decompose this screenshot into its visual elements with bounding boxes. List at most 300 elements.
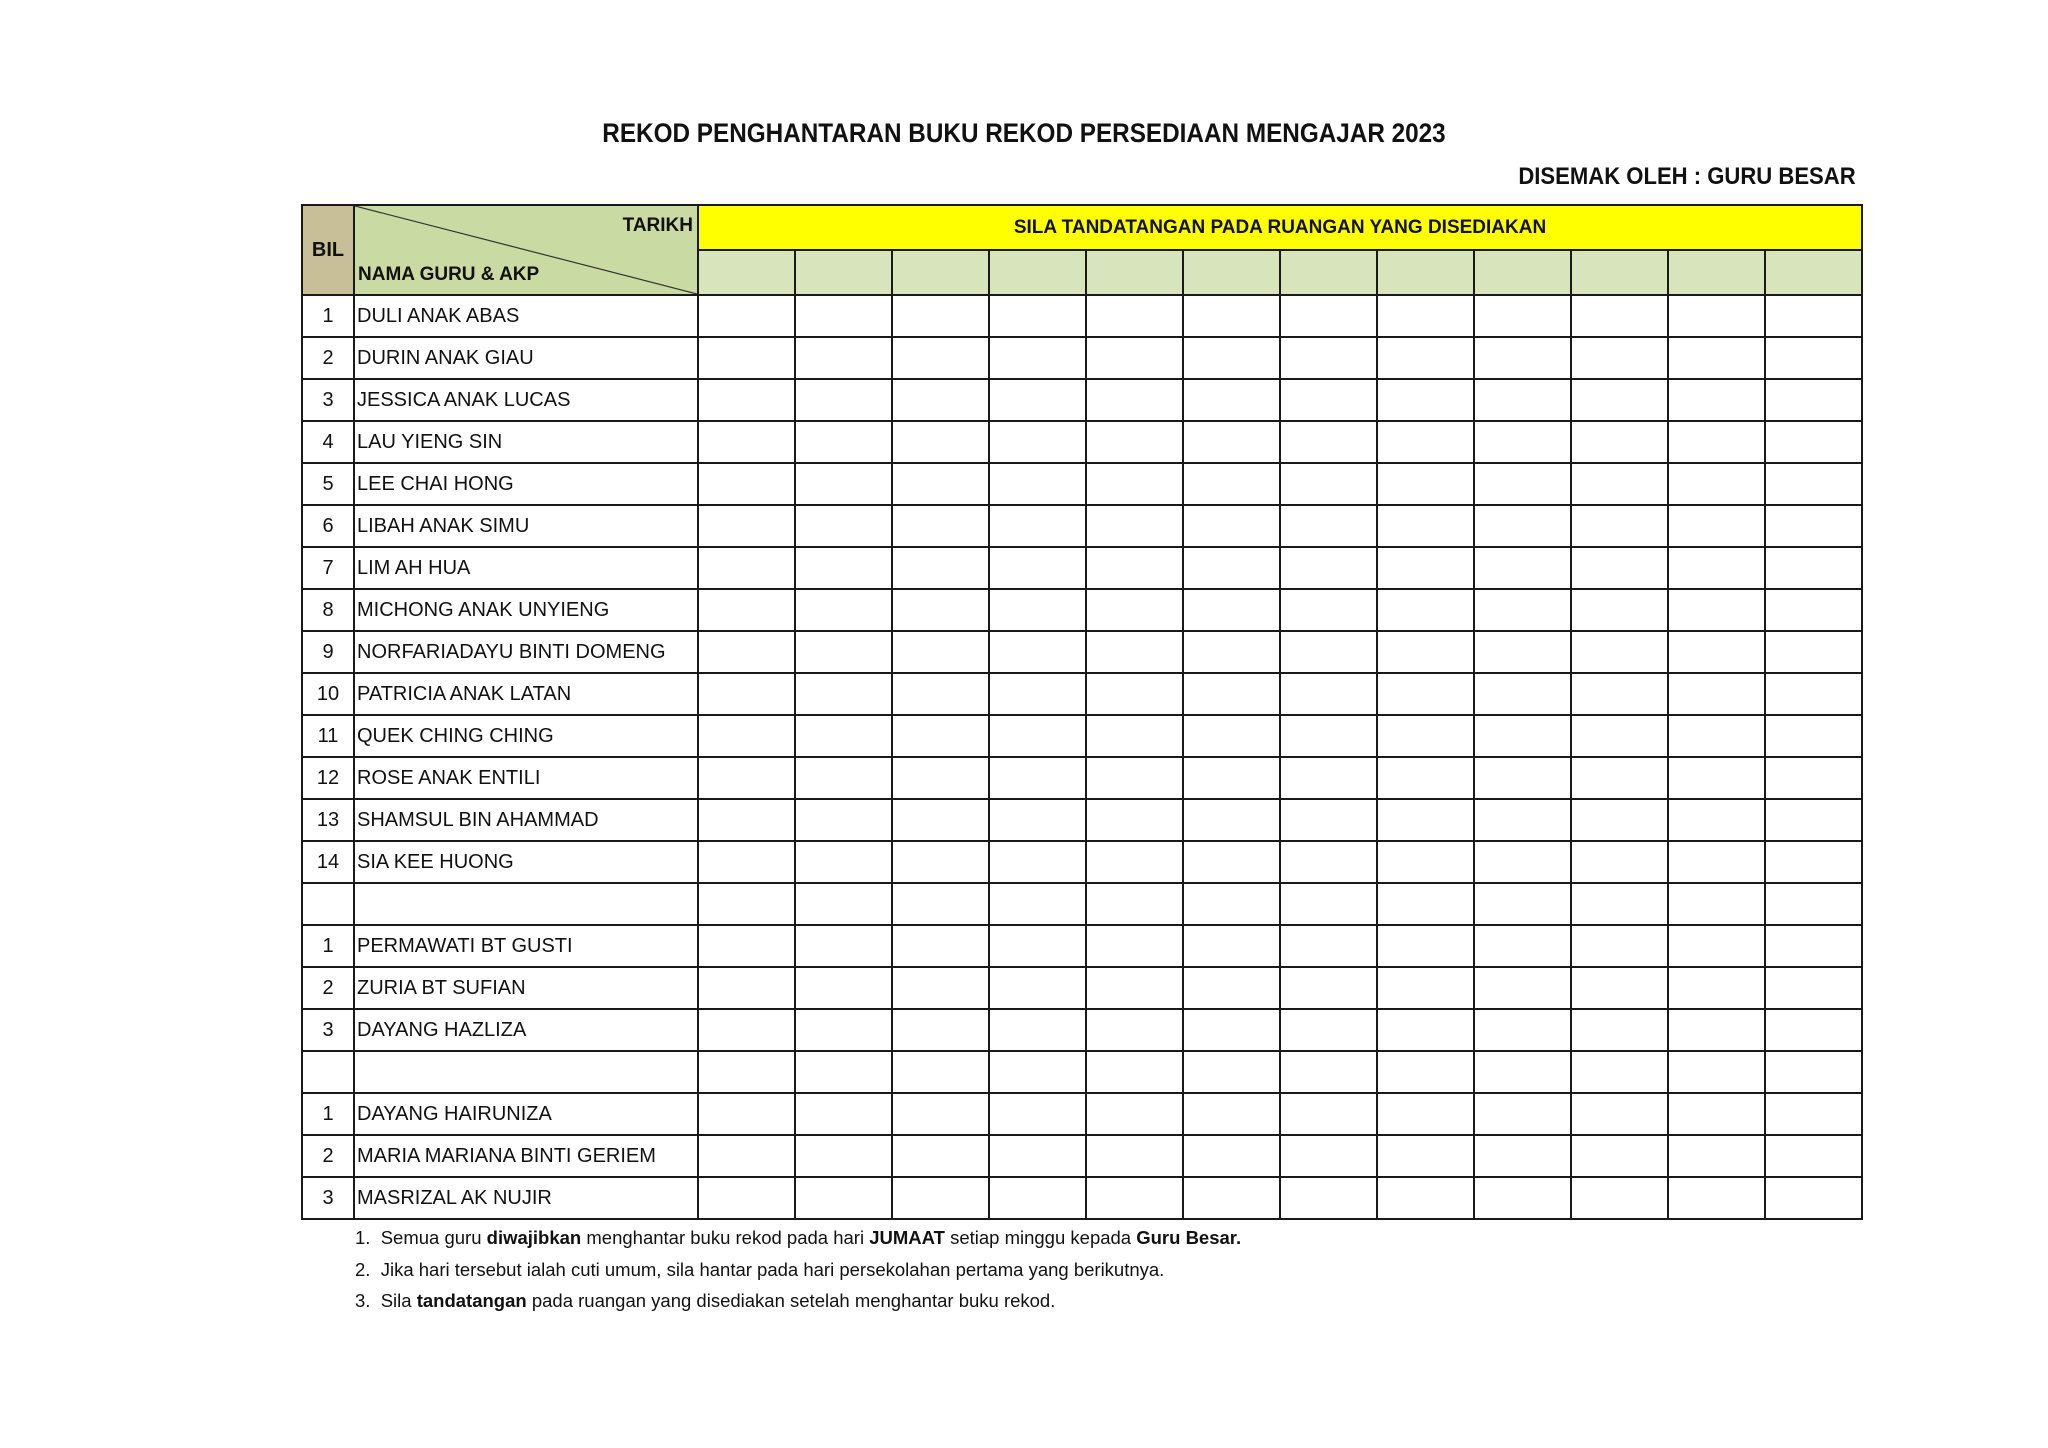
signature-cell[interactable] [989, 295, 1086, 337]
date-cell[interactable] [989, 250, 1086, 295]
signature-cell[interactable] [1183, 1177, 1280, 1219]
signature-cell[interactable] [795, 925, 892, 967]
signature-cell[interactable] [1377, 379, 1474, 421]
signature-cell[interactable] [1668, 1093, 1765, 1135]
signature-cell[interactable] [698, 715, 795, 757]
signature-cell[interactable] [1086, 673, 1183, 715]
signature-cell[interactable] [892, 799, 989, 841]
signature-cell[interactable] [795, 295, 892, 337]
signature-cell[interactable] [1474, 1051, 1571, 1093]
signature-cell[interactable] [1183, 841, 1280, 883]
signature-cell[interactable] [1183, 883, 1280, 925]
signature-cell[interactable] [1668, 757, 1765, 799]
signature-cell[interactable] [1086, 337, 1183, 379]
signature-cell[interactable] [1765, 505, 1862, 547]
signature-cell[interactable] [1668, 589, 1765, 631]
signature-cell[interactable] [1474, 1009, 1571, 1051]
signature-cell[interactable] [1571, 421, 1668, 463]
signature-cell[interactable] [1474, 379, 1571, 421]
signature-cell[interactable] [1280, 1051, 1377, 1093]
signature-cell[interactable] [1474, 589, 1571, 631]
signature-cell[interactable] [1668, 631, 1765, 673]
signature-cell[interactable] [1183, 1009, 1280, 1051]
signature-cell[interactable] [1765, 1009, 1862, 1051]
signature-cell[interactable] [1571, 631, 1668, 673]
signature-cell[interactable] [1571, 757, 1668, 799]
signature-cell[interactable] [1280, 589, 1377, 631]
signature-cell[interactable] [989, 547, 1086, 589]
signature-cell[interactable] [989, 1051, 1086, 1093]
signature-cell[interactable] [1377, 295, 1474, 337]
signature-cell[interactable] [698, 505, 795, 547]
signature-cell[interactable] [1183, 925, 1280, 967]
date-cell[interactable] [1474, 250, 1571, 295]
signature-cell[interactable] [1571, 1177, 1668, 1219]
signature-cell[interactable] [1280, 505, 1377, 547]
signature-cell[interactable] [1086, 463, 1183, 505]
signature-cell[interactable] [1571, 799, 1668, 841]
signature-cell[interactable] [1377, 631, 1474, 673]
signature-cell[interactable] [698, 967, 795, 1009]
signature-cell[interactable] [1571, 841, 1668, 883]
signature-cell[interactable] [1183, 505, 1280, 547]
signature-cell[interactable] [1571, 715, 1668, 757]
signature-cell[interactable] [1668, 1051, 1765, 1093]
date-cell[interactable] [1377, 250, 1474, 295]
signature-cell[interactable] [1668, 295, 1765, 337]
signature-cell[interactable] [1765, 757, 1862, 799]
table-row [302, 715, 1862, 757]
signature-cell[interactable] [1765, 673, 1862, 715]
signature-cell[interactable] [989, 1135, 1086, 1177]
signature-cell[interactable] [1571, 883, 1668, 925]
teacher-name: DULI ANAK ABAS [354, 295, 698, 337]
signature-cell[interactable] [698, 547, 795, 589]
signature-cell[interactable] [989, 379, 1086, 421]
signature-cell[interactable] [698, 799, 795, 841]
signature-cell[interactable] [1086, 1135, 1183, 1177]
signature-cell[interactable] [1086, 715, 1183, 757]
signature-cell[interactable] [1474, 799, 1571, 841]
signature-cell[interactable] [1668, 1177, 1765, 1219]
signature-cell[interactable] [1668, 1135, 1765, 1177]
signature-cell[interactable] [1474, 673, 1571, 715]
signature-cell[interactable] [1086, 1009, 1183, 1051]
signature-cell[interactable] [1765, 421, 1862, 463]
page-title: REKOD PENGHANTARAN BUKU REKOD PERSEDIAAN MENGAJAR 2023 [602, 118, 1446, 148]
signature-cell[interactable] [892, 1093, 989, 1135]
signature-cell[interactable] [1183, 799, 1280, 841]
signature-cell[interactable] [1377, 337, 1474, 379]
signature-cell[interactable] [892, 841, 989, 883]
signature-cell[interactable] [1280, 757, 1377, 799]
signature-cell[interactable] [1183, 1135, 1280, 1177]
note-text: diwajibkan [486, 1227, 582, 1248]
signature-cell[interactable] [892, 925, 989, 967]
signature-cell[interactable] [1571, 1093, 1668, 1135]
row-number: 13 [302, 799, 354, 841]
signature-cell[interactable] [795, 841, 892, 883]
signature-cell[interactable] [1668, 967, 1765, 1009]
signature-cell[interactable] [1280, 1093, 1377, 1135]
signature-cell[interactable] [1086, 295, 1183, 337]
signature-cell[interactable] [795, 673, 892, 715]
signature-cell[interactable] [1668, 799, 1765, 841]
signature-cell[interactable] [698, 1135, 795, 1177]
signature-cell[interactable] [1571, 589, 1668, 631]
signature-cell[interactable] [1280, 967, 1377, 1009]
bil-header: BIL [302, 205, 354, 295]
signature-cell[interactable] [698, 757, 795, 799]
signature-cell[interactable] [892, 715, 989, 757]
header-row-1 [302, 205, 1862, 250]
signature-cell[interactable] [698, 337, 795, 379]
signature-cell[interactable] [1668, 715, 1765, 757]
signature-cell[interactable] [892, 631, 989, 673]
date-cell[interactable] [795, 250, 892, 295]
signature-cell[interactable] [795, 589, 892, 631]
signature-cell[interactable] [1571, 925, 1668, 967]
signature-cell[interactable] [698, 925, 795, 967]
signature-cell[interactable] [698, 883, 795, 925]
signature-cell[interactable] [1377, 1135, 1474, 1177]
row-number: 8 [302, 589, 354, 631]
table-row [302, 463, 1862, 505]
signature-cell[interactable] [1280, 883, 1377, 925]
signature-cell[interactable] [1765, 463, 1862, 505]
signature-cell[interactable] [989, 589, 1086, 631]
signature-cell[interactable] [1183, 589, 1280, 631]
signature-cell[interactable] [1571, 1009, 1668, 1051]
signature-cell[interactable] [892, 337, 989, 379]
signature-cell[interactable] [1377, 1177, 1474, 1219]
signature-cell[interactable] [989, 505, 1086, 547]
signature-cell[interactable] [795, 1051, 892, 1093]
signature-cell[interactable] [795, 421, 892, 463]
signature-cell[interactable] [989, 841, 1086, 883]
signature-cell[interactable] [1280, 547, 1377, 589]
signature-cell[interactable] [1474, 547, 1571, 589]
date-cell[interactable] [1280, 250, 1377, 295]
signature-cell[interactable] [1280, 1009, 1377, 1051]
signature-cell[interactable] [1086, 841, 1183, 883]
signature-cell[interactable] [892, 1135, 989, 1177]
signature-cell[interactable] [1377, 799, 1474, 841]
signature-cell[interactable] [989, 799, 1086, 841]
signature-cell[interactable] [1377, 463, 1474, 505]
signature-cell[interactable] [1377, 883, 1474, 925]
date-cell[interactable] [698, 250, 795, 295]
signature-cell[interactable] [892, 1009, 989, 1051]
signature-cell[interactable] [989, 631, 1086, 673]
signature-cell[interactable] [1474, 337, 1571, 379]
signature-cell[interactable] [698, 841, 795, 883]
signature-cell[interactable] [1668, 841, 1765, 883]
signature-cell[interactable] [1086, 379, 1183, 421]
signature-cell[interactable] [1280, 463, 1377, 505]
signature-cell[interactable] [1183, 295, 1280, 337]
signature-cell[interactable] [1571, 463, 1668, 505]
signature-cell[interactable] [1377, 757, 1474, 799]
teacher-name: ZURIA BT SUFIAN [354, 967, 698, 1009]
signature-cell[interactable] [1474, 421, 1571, 463]
signature-cell[interactable] [1474, 463, 1571, 505]
signature-cell[interactable] [1765, 589, 1862, 631]
signature-cell[interactable] [1086, 1177, 1183, 1219]
signature-cell[interactable] [1765, 841, 1862, 883]
signature-cell[interactable] [1765, 1093, 1862, 1135]
signature-cell[interactable] [989, 1009, 1086, 1051]
signature-cell[interactable] [1280, 799, 1377, 841]
signature-cell[interactable] [698, 1093, 795, 1135]
signature-cell[interactable] [795, 631, 892, 673]
date-cell[interactable] [1668, 250, 1765, 295]
table-row [302, 967, 1862, 1009]
signature-cell[interactable] [1765, 925, 1862, 967]
signature-cell[interactable] [1571, 295, 1668, 337]
signature-cell[interactable] [989, 337, 1086, 379]
signature-cell[interactable] [1377, 505, 1474, 547]
checked-by-label: DISEMAK OLEH : GURU BESAR [1518, 163, 1856, 190]
signature-cell[interactable] [795, 1009, 892, 1051]
signature-cell[interactable] [698, 1009, 795, 1051]
signature-cell[interactable] [1280, 421, 1377, 463]
signature-cell[interactable] [1765, 337, 1862, 379]
signature-cell[interactable] [1474, 967, 1571, 1009]
signature-cell[interactable] [1474, 1135, 1571, 1177]
signature-cell[interactable] [1183, 463, 1280, 505]
signature-cell[interactable] [1571, 967, 1668, 1009]
table-row [302, 295, 1862, 337]
signature-cell[interactable] [1086, 631, 1183, 673]
signature-cell[interactable] [1474, 925, 1571, 967]
signature-cell[interactable] [1086, 421, 1183, 463]
signature-cell[interactable] [1377, 589, 1474, 631]
signature-cell[interactable] [1086, 883, 1183, 925]
signature-cell[interactable] [1668, 421, 1765, 463]
signature-cell[interactable] [1571, 1135, 1668, 1177]
signature-cell[interactable] [795, 379, 892, 421]
signature-cell[interactable] [698, 463, 795, 505]
signature-cell[interactable] [892, 379, 989, 421]
signature-cell[interactable] [1086, 925, 1183, 967]
signature-cell[interactable] [1377, 1093, 1474, 1135]
signature-cell[interactable] [698, 295, 795, 337]
date-cell[interactable] [892, 250, 989, 295]
signature-cell[interactable] [795, 1177, 892, 1219]
signature-cell[interactable] [1571, 505, 1668, 547]
signature-cell[interactable] [795, 547, 892, 589]
signature-cell[interactable] [795, 1135, 892, 1177]
signature-cell[interactable] [795, 715, 892, 757]
signature-cell[interactable] [1765, 379, 1862, 421]
signature-cell[interactable] [1280, 379, 1377, 421]
signature-cell[interactable] [1668, 673, 1765, 715]
signature-cell[interactable] [1474, 883, 1571, 925]
signature-cell[interactable] [1183, 337, 1280, 379]
signature-cell[interactable] [1377, 1009, 1474, 1051]
signature-cell[interactable] [698, 379, 795, 421]
signature-cell[interactable] [1086, 757, 1183, 799]
signature-cell[interactable] [1474, 1177, 1571, 1219]
signature-cell[interactable] [989, 421, 1086, 463]
signature-cell[interactable] [1474, 505, 1571, 547]
signature-cell[interactable] [1765, 295, 1862, 337]
signature-cell[interactable] [1086, 799, 1183, 841]
date-cell[interactable] [1765, 250, 1862, 295]
signature-cell[interactable] [1377, 421, 1474, 463]
signature-cell[interactable] [989, 967, 1086, 1009]
signature-cell[interactable] [1183, 421, 1280, 463]
signature-cell[interactable] [1474, 295, 1571, 337]
signature-cell[interactable] [795, 505, 892, 547]
signature-cell[interactable] [1280, 715, 1377, 757]
signature-cell[interactable] [1280, 295, 1377, 337]
signature-cell[interactable] [1668, 337, 1765, 379]
table-row [302, 925, 1862, 967]
signature-cell[interactable] [1183, 715, 1280, 757]
signature-cell[interactable] [989, 463, 1086, 505]
signature-cell[interactable] [892, 589, 989, 631]
signature-cell[interactable] [1474, 841, 1571, 883]
signature-cell[interactable] [795, 463, 892, 505]
signature-cell[interactable] [1086, 589, 1183, 631]
signature-cell[interactable] [1280, 925, 1377, 967]
signature-cell[interactable] [892, 295, 989, 337]
signature-cell[interactable] [1571, 547, 1668, 589]
signature-cell[interactable] [698, 1177, 795, 1219]
signature-cell[interactable] [1183, 757, 1280, 799]
signature-cell[interactable] [1668, 463, 1765, 505]
signature-cell[interactable] [892, 673, 989, 715]
signature-cell[interactable] [1183, 547, 1280, 589]
signature-cell[interactable] [892, 463, 989, 505]
date-cell[interactable] [1086, 250, 1183, 295]
date-cell[interactable] [1183, 250, 1280, 295]
signature-cell[interactable] [1086, 1051, 1183, 1093]
signature-cell[interactable] [1280, 337, 1377, 379]
signature-cell[interactable] [1280, 631, 1377, 673]
signature-cell[interactable] [1765, 1177, 1862, 1219]
signature-cell[interactable] [1571, 673, 1668, 715]
signature-cell[interactable] [892, 421, 989, 463]
signature-cell[interactable] [1086, 505, 1183, 547]
signature-cell[interactable] [1668, 505, 1765, 547]
signature-cell[interactable] [1668, 379, 1765, 421]
signature-cell[interactable] [698, 589, 795, 631]
signature-cell[interactable] [1765, 1135, 1862, 1177]
signature-cell[interactable] [1474, 1093, 1571, 1135]
signature-cell[interactable] [1280, 1177, 1377, 1219]
signature-cell[interactable] [698, 1051, 795, 1093]
signature-cell[interactable] [892, 505, 989, 547]
signature-cell[interactable] [892, 1051, 989, 1093]
signature-cell[interactable] [989, 1093, 1086, 1135]
signature-cell[interactable] [1377, 925, 1474, 967]
signature-cell[interactable] [1183, 631, 1280, 673]
signature-cell[interactable] [1183, 673, 1280, 715]
table-body [302, 295, 1862, 1219]
signature-cell[interactable] [698, 673, 795, 715]
signature-cell[interactable] [1668, 1009, 1765, 1051]
signature-cell[interactable] [1668, 925, 1765, 967]
signature-cell[interactable] [989, 757, 1086, 799]
signature-cell[interactable] [1086, 1093, 1183, 1135]
signature-cell[interactable] [1377, 841, 1474, 883]
signature-cell[interactable] [698, 631, 795, 673]
signature-cell[interactable] [1280, 1135, 1377, 1177]
signature-cell[interactable] [989, 1177, 1086, 1219]
signature-cell[interactable] [1765, 799, 1862, 841]
signature-cell[interactable] [698, 421, 795, 463]
signature-cell[interactable] [1183, 1093, 1280, 1135]
signature-cell[interactable] [795, 757, 892, 799]
signature-cell[interactable] [892, 883, 989, 925]
signature-cell[interactable] [1474, 715, 1571, 757]
signature-cell[interactable] [1571, 337, 1668, 379]
signature-cell[interactable] [1668, 883, 1765, 925]
note-text: Jika hari tersebut ialah cuti umum, sila hantar pada hari persekolahan pertama yang berikutnya. [380, 1258, 1165, 1280]
signature-cell[interactable] [1183, 379, 1280, 421]
signature-cell[interactable] [1280, 673, 1377, 715]
signature-cell[interactable] [1474, 631, 1571, 673]
signature-cell[interactable] [1086, 547, 1183, 589]
signature-cell[interactable] [1377, 547, 1474, 589]
signature-cell[interactable] [1280, 841, 1377, 883]
signature-cell[interactable] [1668, 547, 1765, 589]
signature-cell[interactable] [1377, 715, 1474, 757]
table-row [302, 1135, 1862, 1177]
signature-cell[interactable] [1765, 715, 1862, 757]
note-text: menghantar buku rekod pada hari [581, 1227, 870, 1248]
signature-cell[interactable] [892, 1177, 989, 1219]
signature-cell[interactable] [989, 673, 1086, 715]
signature-cell[interactable] [1377, 967, 1474, 1009]
signature-cell[interactable] [1765, 631, 1862, 673]
signature-cell[interactable] [1183, 1051, 1280, 1093]
signature-cell[interactable] [795, 337, 892, 379]
signature-cell[interactable] [1765, 883, 1862, 925]
signature-cell[interactable] [892, 547, 989, 589]
table-row [302, 757, 1862, 799]
signature-cell[interactable] [1765, 1051, 1862, 1093]
signature-cell[interactable] [795, 1093, 892, 1135]
signature-cell[interactable] [1086, 967, 1183, 1009]
signature-cell[interactable] [1571, 379, 1668, 421]
signature-cell[interactable] [989, 883, 1086, 925]
signature-cell[interactable] [989, 925, 1086, 967]
signature-cell[interactable] [795, 799, 892, 841]
signature-cell[interactable] [1571, 1051, 1668, 1093]
signature-cell[interactable] [892, 967, 989, 1009]
signature-cell[interactable] [1765, 967, 1862, 1009]
table-row [302, 337, 1862, 379]
signature-cell[interactable] [1377, 673, 1474, 715]
signature-cell[interactable] [892, 757, 989, 799]
teacher-name: LIM AH HUA [354, 547, 698, 589]
date-cell[interactable] [1571, 250, 1668, 295]
sign-instruction-header: SILA TANDATANGAN PADA RUANGAN YANG DISEDIAKAN [698, 205, 1862, 250]
signature-cell[interactable] [1474, 757, 1571, 799]
signature-cell[interactable] [795, 967, 892, 1009]
signature-cell[interactable] [989, 715, 1086, 757]
signature-cell[interactable] [795, 883, 892, 925]
signature-cell[interactable] [1183, 967, 1280, 1009]
signature-cell[interactable] [1377, 1051, 1474, 1093]
note-text: Semua guru [380, 1227, 487, 1248]
note-item [355, 1254, 1241, 1286]
signature-cell[interactable] [1765, 547, 1862, 589]
